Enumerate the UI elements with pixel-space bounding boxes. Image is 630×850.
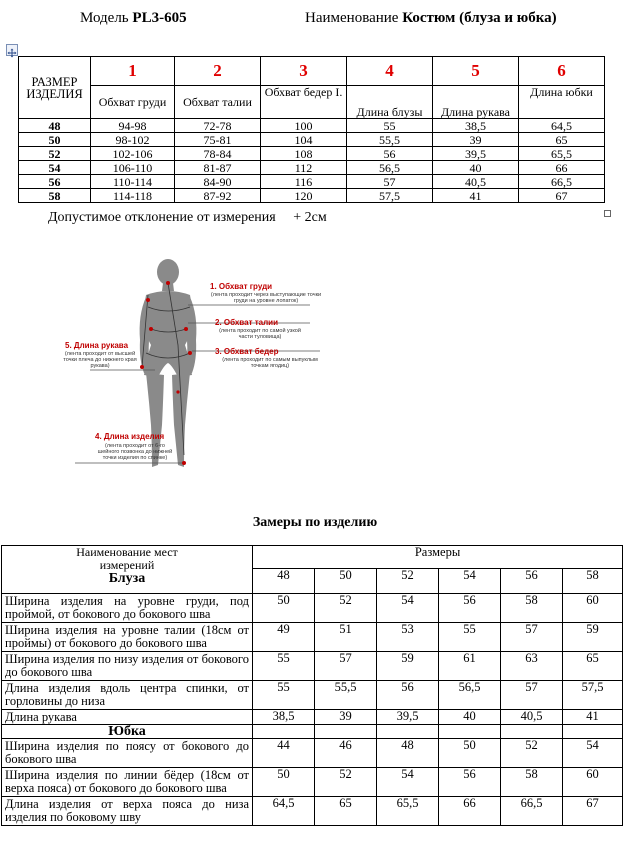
section-title: Юбка	[2, 725, 253, 739]
name-header-cell	[2, 546, 253, 594]
measure-row	[2, 594, 623, 623]
column-label: Длина блузы	[347, 86, 433, 119]
measure-value: 65,5	[377, 797, 439, 826]
sizes-header-cell: Размеры	[253, 546, 623, 569]
measure-value: 51	[315, 623, 377, 652]
measure-value: 63	[501, 652, 563, 681]
label-hips: 3. Обхват бедер	[215, 347, 279, 356]
note-waist: (лента проходит по самой узкой части туловища)	[219, 328, 301, 340]
value-cell: 40,5	[433, 175, 519, 189]
value-cell: 104	[261, 133, 347, 147]
measure-value: 53	[377, 623, 439, 652]
value-cell: 98-102	[91, 133, 175, 147]
tolerance-value: + 2см	[293, 210, 327, 225]
size-row	[19, 147, 605, 161]
section-row	[2, 725, 623, 739]
value-cell: 75-81	[175, 133, 261, 147]
size-header: 50	[315, 569, 377, 594]
empty-cell	[439, 725, 501, 739]
name-value: Костюм (блуза и юбка)	[402, 10, 557, 26]
empty-cell	[315, 725, 377, 739]
measure-value: 57,5	[563, 681, 623, 710]
size-cell: 50	[19, 133, 91, 147]
column-number: 4	[347, 57, 433, 86]
column-number: 3	[261, 57, 347, 86]
measure-value: 57	[501, 681, 563, 710]
measure-row	[2, 797, 623, 826]
value-cell: 39	[433, 133, 519, 147]
measure-value: 39	[315, 710, 377, 725]
size-header: 52	[377, 569, 439, 594]
tolerance-line	[48, 210, 327, 226]
measure-value: 58	[501, 594, 563, 623]
column-label: Обхват бедер I.	[261, 86, 347, 119]
name-label: Наименование	[305, 10, 399, 26]
measure-value: 52	[315, 768, 377, 797]
value-cell: 87-92	[175, 189, 261, 203]
empty-cell	[253, 725, 315, 739]
note-hips: (лента проходит по самым выпуклым точкам ягодиц)	[222, 357, 318, 369]
empty-cell	[563, 725, 623, 739]
value-cell: 112	[261, 161, 347, 175]
measure-row	[2, 710, 623, 725]
value-cell: 110-114	[91, 175, 175, 189]
measure-row	[2, 739, 623, 768]
measure-value: 39,5	[377, 710, 439, 725]
note-chest: (лента проходит через выступающие точки груди на уровне лопаток)	[210, 292, 322, 304]
measure-value: 57	[315, 652, 377, 681]
measure-value: 55	[253, 681, 315, 710]
name-header-text: Наименование мест измерений	[76, 545, 178, 572]
measure-value: 40	[439, 710, 501, 725]
value-cell: 72-78	[175, 119, 261, 133]
size-table	[18, 56, 605, 203]
measure-value: 46	[315, 739, 377, 768]
measure-value: 50	[439, 739, 501, 768]
measure-value: 67	[563, 797, 623, 826]
label-waist: 2. Обхват талии	[215, 318, 278, 327]
measure-value: 50	[253, 768, 315, 797]
measure-value: 56	[377, 681, 439, 710]
measure-value: 50	[253, 594, 315, 623]
value-cell: 65,5	[519, 147, 605, 161]
empty-cell	[377, 725, 439, 739]
measure-value: 60	[563, 594, 623, 623]
measure-value: 48	[377, 739, 439, 768]
tolerance-text: Допустимое отклонение от измерения	[48, 210, 276, 225]
measure-value: 66,5	[501, 797, 563, 826]
value-cell: 39,5	[433, 147, 519, 161]
size-header: 58	[563, 569, 623, 594]
value-cell: 67	[519, 189, 605, 203]
column-label: Обхват талии	[175, 86, 261, 119]
value-cell: 94-98	[91, 119, 175, 133]
value-cell: 84-90	[175, 175, 261, 189]
value-cell: 116	[261, 175, 347, 189]
measure-value: 59	[563, 623, 623, 652]
measure-label: Ширина изделия на уровне груди, под проймой, от бокового до бокового шва	[2, 594, 253, 623]
size-row	[19, 119, 605, 133]
measure-value: 65	[315, 797, 377, 826]
value-cell: 55,5	[347, 133, 433, 147]
size-row	[19, 175, 605, 189]
measure-row	[2, 681, 623, 710]
measure-value: 56	[439, 594, 501, 623]
measure-value: 57	[501, 623, 563, 652]
measure-value: 38,5	[253, 710, 315, 725]
size-header-row	[19, 57, 605, 86]
value-cell: 57,5	[347, 189, 433, 203]
size-cell: 48	[19, 119, 91, 133]
note-length: (лента проходит от 6-го шейного позвонка до нижней точки изделия по спинке)	[97, 443, 173, 461]
value-cell: 100	[261, 119, 347, 133]
measure-value: 64,5	[253, 797, 315, 826]
measure-value: 40,5	[501, 710, 563, 725]
table-resize-handle[interactable]	[604, 210, 611, 217]
column-number: 5	[433, 57, 519, 86]
measure-value: 54	[563, 739, 623, 768]
label-length: 4. Длина изделия	[95, 432, 165, 441]
measure-value: 44	[253, 739, 315, 768]
value-cell: 108	[261, 147, 347, 161]
value-cell: 56,5	[347, 161, 433, 175]
column-number: 2	[175, 57, 261, 86]
measure-label: Длина изделия от верха пояса до низа изделия по боковому шву	[2, 797, 253, 826]
measure-row	[2, 652, 623, 681]
measure-value: 60	[563, 768, 623, 797]
measure-value: 55,5	[315, 681, 377, 710]
measure-label: Длина изделия вдоль центра спинки, от горловины до низа	[2, 681, 253, 710]
value-cell: 64,5	[519, 119, 605, 133]
measure-value: 54	[377, 594, 439, 623]
value-cell: 38,5	[433, 119, 519, 133]
column-number: 1	[91, 57, 175, 86]
measure-value: 41	[563, 710, 623, 725]
column-label: Длина рукава	[433, 86, 519, 119]
size-label-row	[19, 86, 605, 119]
value-cell: 102-106	[91, 147, 175, 161]
measure-row	[2, 623, 623, 652]
measure-value: 56,5	[439, 681, 501, 710]
value-cell: 114-118	[91, 189, 175, 203]
measure-value: 52	[315, 594, 377, 623]
measure-label: Ширина изделия по низу изделия от бокового до бокового шва	[2, 652, 253, 681]
size-cell: 58	[19, 189, 91, 203]
measure-value: 55	[253, 652, 315, 681]
value-cell: 81-87	[175, 161, 261, 175]
measure-value: 66	[439, 797, 501, 826]
size-header: 48	[253, 569, 315, 594]
column-label: Длина юбки	[519, 86, 605, 119]
measure-value: 49	[253, 623, 315, 652]
value-cell: 66,5	[519, 175, 605, 189]
move-arrows-icon	[7, 48, 17, 58]
section-title: Блуза	[108, 571, 146, 586]
measure-value: 65	[563, 652, 623, 681]
value-cell: 55	[347, 119, 433, 133]
measure-label: Ширина изделия по поясу от бокового до бокового шва	[2, 739, 253, 768]
measurements-title: Замеры по изделию	[252, 515, 378, 530]
product-name-line	[305, 10, 557, 27]
value-cell: 66	[519, 161, 605, 175]
table-move-handle-icon[interactable]	[6, 44, 18, 56]
empty-cell	[501, 725, 563, 739]
size-row	[19, 133, 605, 147]
model-code: PL3-605	[132, 10, 187, 26]
measure-label: Ширина изделия по линии бёдер (18см от верха пояса) от бокового до бокового шва	[2, 768, 253, 797]
size-cell: 52	[19, 147, 91, 161]
size-header: 56	[501, 569, 563, 594]
measure-value: 55	[439, 623, 501, 652]
label-sleeve: 5. Длина рукава	[65, 341, 129, 350]
value-cell: 65	[519, 133, 605, 147]
measure-value: 56	[439, 768, 501, 797]
measure-value: 58	[501, 768, 563, 797]
label-chest: 1. Обхват груди	[210, 282, 273, 291]
measure-value: 54	[377, 768, 439, 797]
measure-label: Ширина изделия на уровне талии (18см от проймы) от бокового до бокового шва	[2, 623, 253, 652]
size-row	[19, 189, 605, 203]
size-cell: 56	[19, 175, 91, 189]
measure-value: 59	[377, 652, 439, 681]
measure-value: 52	[501, 739, 563, 768]
value-cell: 57	[347, 175, 433, 189]
model-line	[80, 10, 187, 27]
value-cell: 106-110	[91, 161, 175, 175]
value-cell: 78-84	[175, 147, 261, 161]
size-row	[19, 161, 605, 175]
measure-label: Длина рукава	[2, 710, 253, 725]
model-label: Модель	[80, 10, 129, 26]
value-cell: 120	[261, 189, 347, 203]
value-cell: 56	[347, 147, 433, 161]
column-label: Обхват груди	[91, 86, 175, 119]
value-cell: 40	[433, 161, 519, 175]
size-header-cell: РАЗМЕР ИЗДЕЛИЯ	[19, 57, 91, 119]
measurement-figure	[60, 255, 330, 480]
size-header: 54	[439, 569, 501, 594]
measure-header-row	[2, 546, 623, 569]
measurements-table	[1, 545, 623, 826]
column-number: 6	[519, 57, 605, 86]
note-sleeve: (лента проходит от высшей точки плеча до нижнего края рукава)	[63, 351, 137, 369]
value-cell: 41	[433, 189, 519, 203]
measure-value: 61	[439, 652, 501, 681]
measure-row	[2, 768, 623, 797]
size-cell: 54	[19, 161, 91, 175]
